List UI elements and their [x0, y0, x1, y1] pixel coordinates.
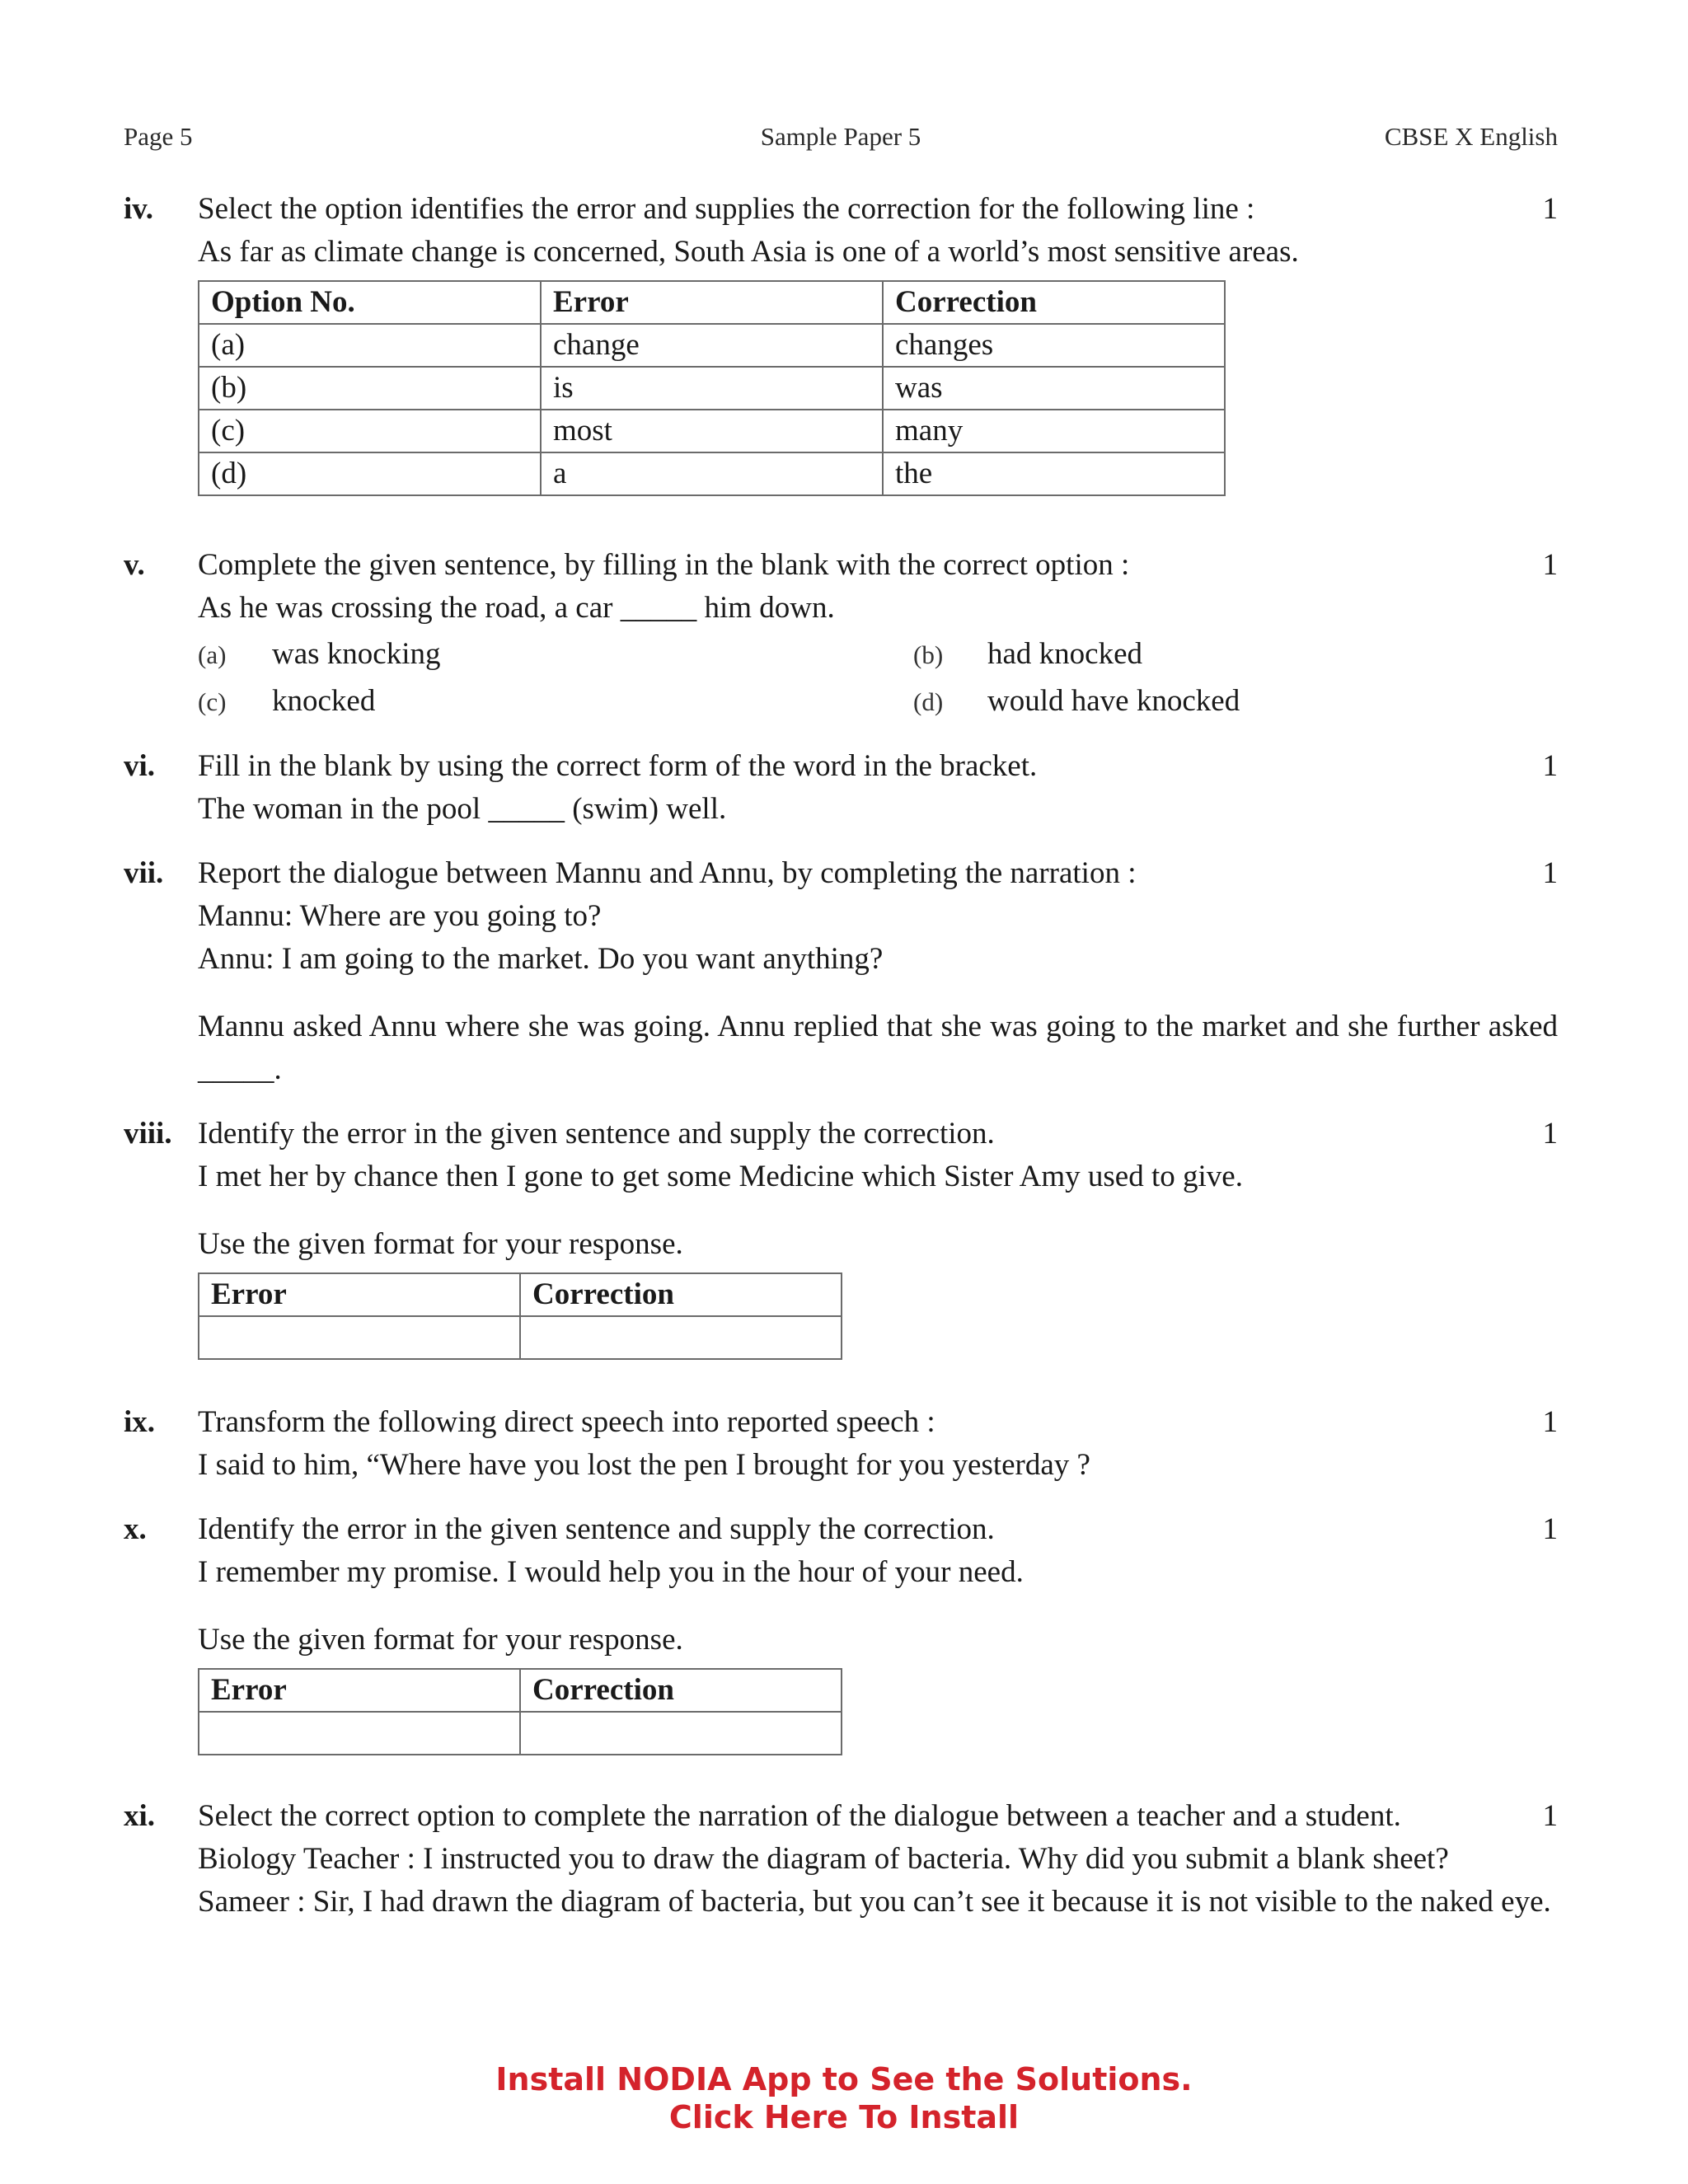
paper-title: Sample Paper 5 [760, 122, 921, 151]
question-marks: 1 [1542, 1799, 1558, 1833]
question-sentence: The woman in the pool _____ (swim) well. [198, 792, 727, 826]
question-marks: 1 [1542, 749, 1558, 783]
option-text: knocked [272, 684, 376, 718]
option-d[interactable] [913, 680, 1240, 724]
option-label: (a) [198, 640, 227, 669]
table-header-cell: Error [541, 281, 883, 324]
question-number: iv. [124, 192, 153, 226]
table-cell: (a) [199, 324, 541, 367]
question-viii [124, 1113, 1558, 1360]
question-marks: 1 [1542, 548, 1558, 582]
table-cell: (c) [199, 410, 541, 452]
table-row [199, 1712, 842, 1755]
table-row [199, 324, 1225, 367]
format-instruction: Use the given format for your response. [198, 1623, 683, 1657]
table-row [199, 452, 1225, 495]
table-cell: was [883, 367, 1225, 410]
question-marks: 1 [1542, 856, 1558, 890]
table-cell: many [883, 410, 1225, 452]
table-header-cell: Correction [520, 1273, 842, 1316]
question-vi [124, 745, 1558, 831]
table-row [199, 410, 1225, 452]
answer-cell[interactable] [199, 1316, 520, 1359]
question-sentence: I remember my promise. I would help you in the hour of your need. [198, 1555, 1024, 1589]
question-text: Select the option identifies the error and supplies the correction for the following line : [198, 192, 1255, 226]
question-number: v. [124, 548, 145, 582]
table-cell: the [883, 452, 1225, 495]
table-header-cell: Option No. [199, 281, 541, 324]
table-header-cell: Correction [883, 281, 1225, 324]
table-cell: is [541, 367, 883, 410]
table-header-row [199, 1273, 842, 1316]
question-marks: 1 [1542, 1117, 1558, 1151]
response-table [198, 1668, 842, 1755]
response-table [198, 1272, 842, 1360]
question-sentence: As far as climate change is concerned, South Asia is one of a world’s most sensitive areas. [198, 235, 1299, 269]
table-row [199, 367, 1225, 410]
table-cell: changes [883, 324, 1225, 367]
question-sentence: I met her by chance then I gone to get some Medicine which Sister Amy used to give. [198, 1160, 1243, 1193]
question-xi [124, 1795, 1558, 1924]
dialogue-line: Biology Teacher : I instructed you to draw the diagram of bacteria. Why did you submit a blank sheet? [198, 1842, 1449, 1876]
question-text: Report the dialogue between Mannu and Annu, by completing the narration : [198, 856, 1137, 890]
question-number: vi. [124, 749, 156, 783]
answer-cell[interactable] [520, 1712, 842, 1755]
question-sentence: I said to him, “Where have you lost the pen I brought for you yesterday ? [198, 1448, 1090, 1482]
question-vii [124, 852, 1558, 1091]
table-header-row [199, 281, 1225, 324]
table-header-cell: Correction [520, 1669, 842, 1712]
question-x [124, 1508, 1558, 1755]
format-instruction: Use the given format for your response. [198, 1227, 683, 1261]
option-text: would have knocked [987, 684, 1240, 718]
option-label: (c) [198, 687, 227, 716]
question-ix [124, 1401, 1558, 1487]
install-link[interactable]: Click Here To Install [668, 2099, 1020, 2135]
course-title: CBSE X English [1384, 122, 1558, 151]
answer-cell[interactable] [199, 1712, 520, 1755]
question-text: Identify the error in the given sentence and supply the correction. [198, 1117, 995, 1151]
install-banner[interactable] [0, 2060, 1688, 2136]
option-text: had knocked [987, 637, 1143, 671]
question-v [124, 544, 1558, 727]
narration-text: Mannu asked Annu where she was going. Annu replied that she was going to the market and she further asked _____. [198, 1010, 1558, 1086]
question-sentence: As he was crossing the road, a car _____ him down. [198, 591, 835, 625]
option-label: (b) [913, 640, 944, 669]
question-text: Fill in the blank by using the correct form of the word in the bracket. [198, 749, 1038, 783]
page-header [124, 122, 1558, 158]
dialogue-line: Annu: I am going to the market. Do you want anything? [198, 942, 884, 976]
table-header-cell: Error [199, 1669, 520, 1712]
question-text: Identify the error in the given sentence and supply the correction. [198, 1512, 995, 1546]
question-text: Transform the following direct speech into reported speech : [198, 1405, 935, 1439]
option-label: (d) [913, 687, 944, 716]
question-number: ix. [124, 1405, 156, 1439]
page-number: Page 5 [124, 122, 193, 151]
question-number: vii. [124, 856, 164, 890]
dialogue-line: Mannu: Where are you going to? [198, 899, 602, 933]
question-iv [124, 188, 1558, 496]
table-cell: change [541, 324, 883, 367]
table-cell: (d) [199, 452, 541, 495]
options-table [198, 280, 1226, 496]
question-number: x. [124, 1512, 147, 1546]
option-b[interactable] [913, 633, 1142, 677]
table-header-cell: Error [199, 1273, 520, 1316]
install-message: Install NODIA App to See the Solutions. [495, 2061, 1193, 2097]
question-text: Select the correct option to complete the narration of the dialogue between a teacher and a student. [198, 1799, 1401, 1833]
question-number: viii. [124, 1117, 172, 1151]
question-marks: 1 [1542, 1512, 1558, 1546]
table-header-row [199, 1669, 842, 1712]
dialogue-line: Sameer : Sir, I had drawn the diagram of bacteria, but you can’t see it because it is not visible to the naked eye. [198, 1885, 1551, 1919]
answer-cell[interactable] [520, 1316, 842, 1359]
question-number: xi. [124, 1799, 156, 1833]
question-text: Complete the given sentence, by filling in the blank with the correct option : [198, 548, 1130, 582]
option-a[interactable] [198, 633, 441, 677]
table-cell: most [541, 410, 883, 452]
option-c[interactable] [198, 680, 375, 724]
answer-options [198, 633, 1517, 727]
question-marks: 1 [1542, 192, 1558, 226]
table-cell: a [541, 452, 883, 495]
table-cell: (b) [199, 367, 541, 410]
option-text: was knocking [272, 637, 441, 671]
table-row [199, 1316, 842, 1359]
question-marks: 1 [1542, 1405, 1558, 1439]
